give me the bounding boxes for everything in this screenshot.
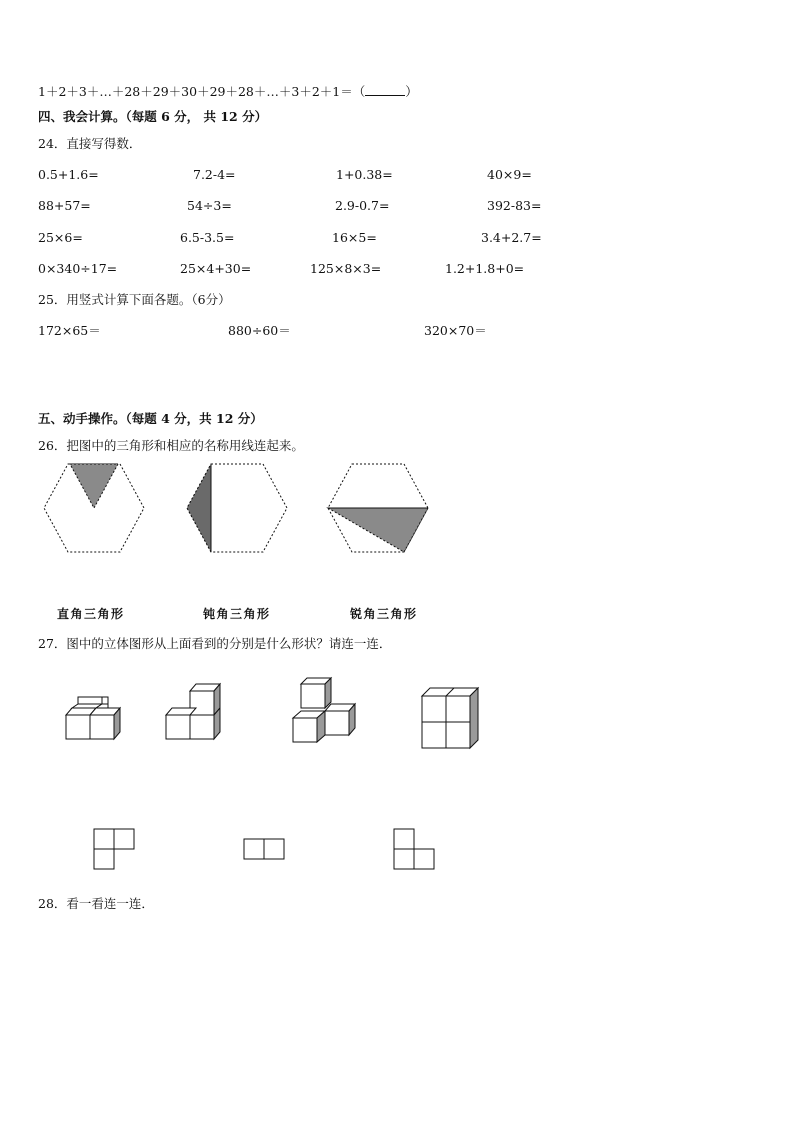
q24-item: 40×9= xyxy=(487,167,532,182)
q24-item: 3.4+2.7= xyxy=(481,230,542,245)
hexagon-figure-1 xyxy=(42,462,146,554)
label-acute-triangle: 锐角三角形 xyxy=(350,607,418,621)
sum-question xyxy=(38,84,418,100)
section-4-title: 四、我会计算。（每题 6 分， 共 12 分） xyxy=(38,109,268,124)
q24-item: 125×8×3= xyxy=(310,261,382,276)
cube-solid-3 xyxy=(291,676,363,748)
top-view-3 xyxy=(393,828,437,872)
answer-blank[interactable] xyxy=(365,84,405,96)
q24-item: 6.5-3.5= xyxy=(180,230,235,245)
q25-item: 172×65＝ xyxy=(38,323,101,338)
label-obtuse-triangle: 钝角三角形 xyxy=(203,607,271,621)
cube-solid-1 xyxy=(64,696,126,742)
q24-item: 1.2+1.8+0= xyxy=(445,261,525,276)
sum-question-close: ） xyxy=(405,84,418,99)
q24-item: 1+0.38= xyxy=(336,167,393,182)
q25-title: 25．用竖式计算下面各题。（6分） xyxy=(38,292,231,307)
q24-item: 25×6= xyxy=(38,230,83,245)
sum-question-text: 1＋2＋3＋…＋28＋29＋30＋29＋28＋…＋3＋2＋1＝（ xyxy=(38,84,366,99)
section-5-title: 五、动手操作。（每题 4 分，共 12 分） xyxy=(38,411,263,426)
q26-title: 26．把图中的三角形和相应的名称用线连起来。 xyxy=(38,438,304,453)
label-right-triangle: 直角三角形 xyxy=(57,607,125,621)
hexagon-figure-3 xyxy=(326,462,430,554)
q24-item: 7.2-4= xyxy=(193,167,236,182)
q24-item: 2.9-0.7= xyxy=(335,198,390,213)
top-view-1 xyxy=(93,828,137,872)
q24-item: 0.5+1.6= xyxy=(38,167,99,182)
q27-title: 27．图中的立体图形从上面看到的分别是什么形状？请连一连． xyxy=(38,636,392,651)
q24-item: 0×340÷17= xyxy=(38,261,118,276)
top-view-2 xyxy=(243,838,287,862)
hexagon-figure-2 xyxy=(185,462,289,554)
q24-item: 54÷3= xyxy=(187,198,232,213)
q24-item: 88+57= xyxy=(38,198,91,213)
q28-title: 28．看一看连一连． xyxy=(38,896,154,911)
q25-item: 320×70＝ xyxy=(424,323,487,338)
q25-item: 880÷60＝ xyxy=(228,323,291,338)
cube-solid-2 xyxy=(164,682,226,744)
q24-item: 16×5= xyxy=(332,230,377,245)
cube-solid-4 xyxy=(420,686,486,752)
q24-item: 25×4+30= xyxy=(180,261,252,276)
q24-title: 24．直接写得数． xyxy=(38,136,142,151)
q24-item: 392-83= xyxy=(487,198,542,213)
